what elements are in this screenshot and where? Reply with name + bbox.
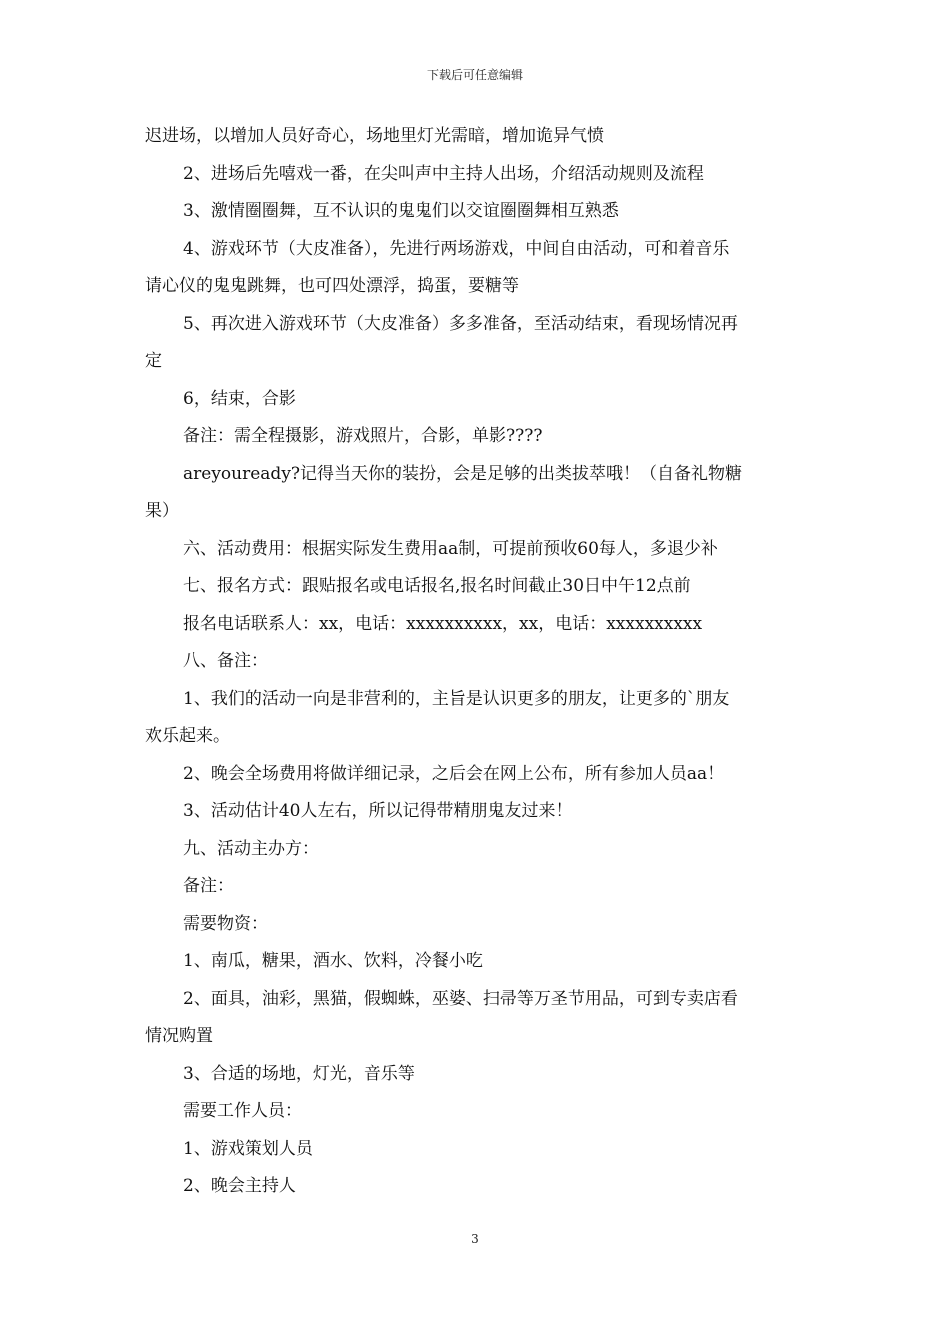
paragraph-line: 七、报名方式：跟贴报名或电话报名,报名时间截止30日中午12点前 <box>183 576 691 596</box>
paragraph-line: 3、活动估计40人左右，所以记得带精朋鬼友过来！ <box>183 801 573 821</box>
paragraph-line: 情况购置 <box>145 1026 213 1046</box>
paragraph-line: 请心仪的鬼鬼跳舞，也可四处漂浮，捣蛋，要糖等 <box>145 276 519 296</box>
paragraph-line: 6，结束，合影 <box>183 388 296 409</box>
paragraph-line: 2、面具，油彩，黑猫，假蜘蛛，巫婆、扫帚等万圣节用品，可到专卖店看 <box>183 988 738 1009</box>
paragraph-line: 八、备注： <box>183 651 268 671</box>
paragraph-line: 备注： <box>183 876 234 896</box>
paragraph-line: 1、我们的活动一向是非营利的，主旨是认识更多的朋友，让更多的`朋友 <box>183 688 730 709</box>
paragraph-line: 需要工作人员： <box>183 1101 302 1121</box>
paragraph-line: 4、游戏环节（大皮准备），先进行两场游戏，中间自由活动，可和着音乐 <box>183 238 730 259</box>
paragraph-line: 迟进场，以增加人员好奇心，场地里灯光需暗，增加诡异气愤 <box>145 126 604 146</box>
paragraph-line: 3、合适的场地，灯光，音乐等 <box>183 1063 415 1084</box>
paragraph-line: 需要物资： <box>183 913 268 934</box>
paragraph-line: 5、再次进入游戏环节（大皮准备）多多准备，至活动结束，看现场情况再 <box>183 313 738 334</box>
paragraph-line: 六、活动费用：根据实际发生费用aa制，可提前预收60每人，多退少补 <box>183 538 718 559</box>
page-number: 3 <box>471 1232 479 1246</box>
paragraph-line: 定 <box>145 351 162 371</box>
document-body <box>145 118 810 1206</box>
paragraph-line: 3、激情圈圈舞，互不认识的鬼鬼们以交谊圈圈舞相互熟悉 <box>183 201 619 221</box>
paragraph-line: 九、活动主办方： <box>183 838 319 859</box>
paragraph-line: 2、晚会主持人 <box>183 1176 296 1196</box>
paragraph-line: 欢乐起来。 <box>145 726 230 746</box>
paragraph-line: 2、晚会全场费用将做详细记录，之后会在网上公布，所有参加人员aa！ <box>183 763 725 784</box>
paragraph-line: areyouready?记得当天你的装扮，会是足够的出类拔萃哦！（自备礼物糖 <box>183 463 743 484</box>
paragraph-line: 1、游戏策划人员 <box>183 1138 313 1159</box>
paragraph-line: 果） <box>145 501 179 521</box>
page-header: 下载后可任意编辑 <box>426 68 523 82</box>
paragraph-line: 2、进场后先嘻戏一番，在尖叫声中主持人出场，介绍活动规则及流程 <box>183 163 704 184</box>
paragraph-line: 报名电话联系人：xx，电话：xxxxxxxxxx，xx，电话：xxxxxxxxxx <box>183 613 703 634</box>
paragraph-line: 备注：需全程摄影，游戏照片，合影，单影???? <box>183 426 543 446</box>
paragraph-line: 1、南瓜，糖果，酒水、饮料，冷餐小吃 <box>183 951 483 971</box>
